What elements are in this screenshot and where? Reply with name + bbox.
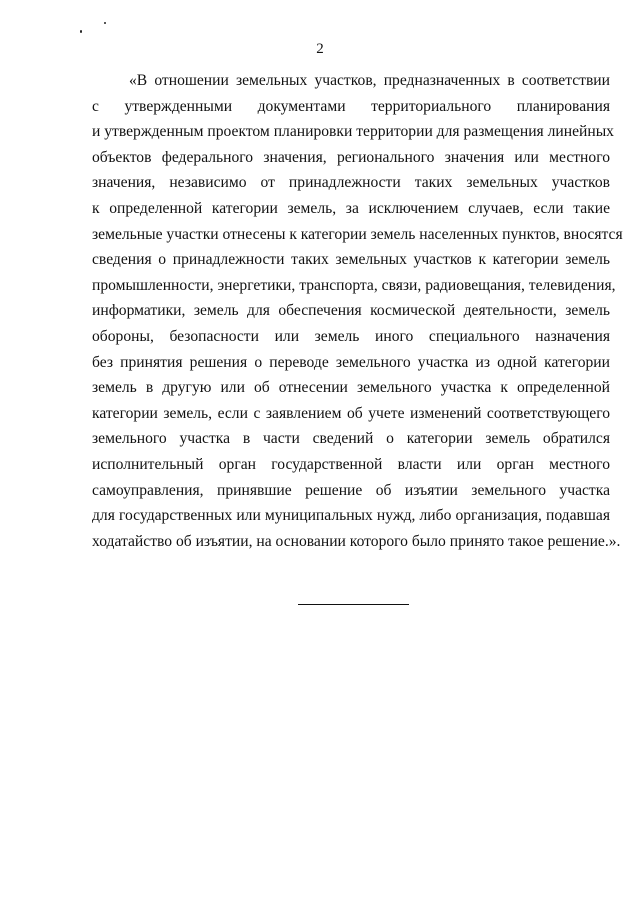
paragraph-line: земельные участки отнесены к категории земель населенных пунктов, вносятся (92, 225, 623, 243)
paragraph-line: исполнительный орган государственной власти или орган местного (92, 455, 610, 473)
paragraph-line: без принятия решения о переводе земельного участка из одной категории (92, 353, 610, 371)
paragraph-line: самоуправления, принявшие решение об изъятии земельного участка (92, 481, 610, 499)
paragraph-line: обороны, безопасности или земель иного специального назначения (92, 327, 610, 345)
paragraph-line: земельного участка в части сведений о категории земель обратился (92, 430, 610, 448)
end-rule (298, 604, 409, 605)
paragraph-line: объектов федерального значения, регионального значения или местного (92, 148, 610, 166)
page-number: 2 (316, 41, 324, 57)
paragraph-line: к определенной категории земель, за исключением случаев, если такие (92, 199, 610, 217)
paragraph-line: значения, независимо от принадлежности таких земельных участков (92, 174, 610, 192)
scan-speck (104, 22, 106, 24)
paragraph-line: сведения о принадлежности таких земельных участков к категории земель (92, 251, 610, 269)
paragraph-line: промышленности, энергетики, транспорта, связи, радиовещания, телевидения, (92, 276, 616, 294)
paragraph-line: с утвержденными документами территориального планирования (92, 97, 610, 115)
paragraph-line: земель в другую или об отнесении земельного участка к определенной (92, 379, 610, 397)
paragraph-line: ходатайство об изъятии, на основании которого было принято такое решение.». (92, 532, 621, 550)
paragraph-line: и утвержденным проектом планировки территории для размещения линейных (92, 123, 614, 141)
paragraph (92, 68, 623, 554)
paragraph-line: категории земель, если с заявлением об учете изменений соответствующего (92, 404, 610, 422)
scan-speck (80, 30, 82, 33)
paragraph-line: для государственных или муниципальных нужд, либо организация, подавшая (92, 507, 610, 525)
paragraph-line: «В отношении земельных участков, предназначенных в соответствии (129, 72, 610, 89)
paragraph-line: информатики, земель для обеспечения космической деятельности, земель (92, 302, 610, 320)
